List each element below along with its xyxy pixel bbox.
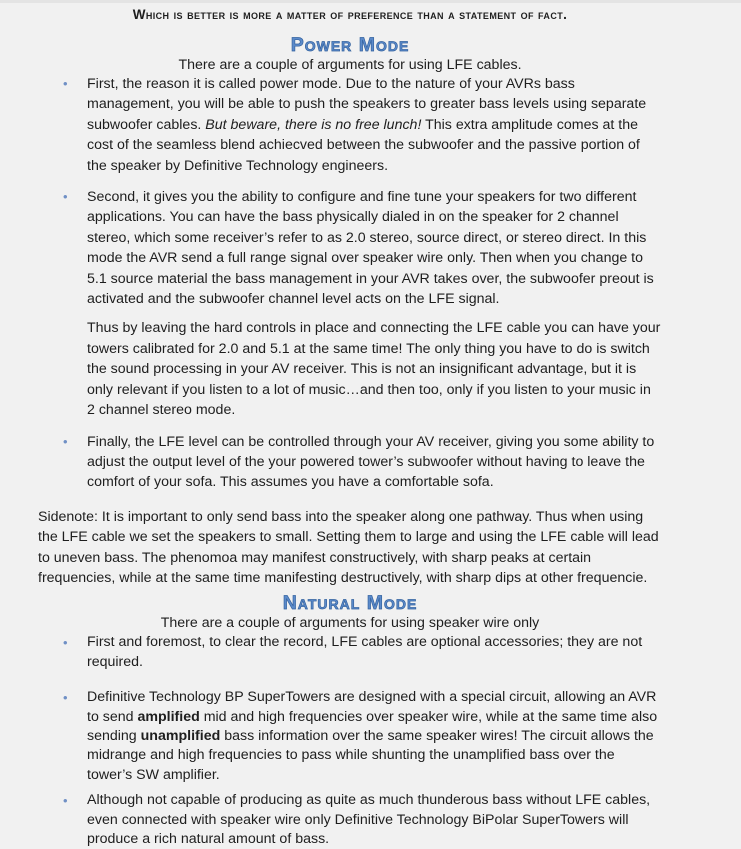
bullet-icon: • (63, 433, 68, 449)
list-item (38, 187, 662, 309)
text-segment: This extra amplitude comes at the cost of the seamless blend achiecved between the subwoofer and the passive portion of the speaker by Definitive Technology engineers. (87, 116, 640, 174)
text-segment: unamplified (140, 727, 221, 744)
list-item (38, 74, 662, 176)
sidenote-paragraph: Sidenote: It is important to only send bass into the speaker along one pathway. Thus when using the LFE cable we set the speakers to small. Setting them to large and using the LFE cable will lead to uneven bass. The phenomoa may manifest constructively, with sharp peaks at certain frequencies, while at the same time manifesting destructively, with sharp dips at other frequencie. (38, 508, 659, 586)
preference-statement: Which is better is more a matter of preference than a statement of fact. (132, 7, 568, 22)
natural-mode-section (38, 592, 662, 849)
list-item (38, 432, 662, 493)
list-item (38, 688, 662, 785)
bullet-icon: • (63, 635, 68, 651)
power-bullet-2: Second, it gives you the ability to configure and fine tune your speakers for two different applications. You can have the bass physically dialed in on the speaker for 2 channel stereo, which some receiver’s refer to as 2.0 stereo, source direct, or stereo direct. In this mode the AVR send a full range signal over speaker wire only. Then when you change to 5.1 source material the bass management in your AVR takes over, the subwoofer preout is activated and the subwoofer channel level acts on the LFE signal. (87, 189, 654, 308)
bullet-icon: • (63, 690, 68, 706)
power-bullet-3: Finally, the LFE level can be controlled through your AV receiver, giving you some ability to adjust the output level of the your powered tower’s subwoofer without having to leave the comfort of your sofa. This assumes you have a comfortable sofa. (87, 433, 655, 491)
list-item (38, 633, 662, 672)
natural-mode-intro: There are a couple of arguments for using speaker wire only (160, 615, 540, 632)
natural-mode-heading: Natural Mode (282, 592, 418, 615)
bullet-icon: • (63, 76, 68, 91)
text-segment: First, the reason it is called power mode. Due to the nature of your AVRs bass management, you will be able to push the speakers to greater bass levels using separate subwoofer cables. (87, 76, 647, 133)
text-segment: bass information over the same speaker wires! The circuit allows the midrange and high frequencies to pass while shunting the unamplified bass over the tower’s SW amplifier. (87, 727, 654, 783)
power-mode-intro: There are a couple of arguments for using LFE cables. (178, 57, 522, 73)
bullet-icon: • (63, 189, 68, 205)
power-bullet-2-continuation: Thus by leaving the hard controls in place and connecting the LFE cable you can have your towers calibrated for 2.0 and 5.1 at the same time! The only thing you have to do is switch the sound processing in your AV receiver. This is not an insignificant advantage, but it is only relevant if you listen to a lot of music…and then too, only if you listen to your music in 2 channel stereo mode. (87, 320, 661, 419)
natural-bullet-1: First and foremost, to clear the record, LFE cables are optional accessories; they are not required. (87, 634, 643, 670)
natural-bullet-2 (87, 688, 662, 785)
list-item (38, 791, 662, 849)
natural-bullet-3: Although not capable of producing as quite as much thunderous bass without LFE cables, even connected with speaker wire only Definitive Technology BiPolar SuperTowers will produce a rich natural amount of bass. (87, 792, 651, 847)
power-mode-heading: Power Mode (290, 34, 410, 56)
text-segment: But beware, there is no free lunch! (205, 116, 422, 133)
text-segment: mid and high frequencies over speaker wire, while at the same time also sending (87, 708, 658, 744)
bullet-icon: • (63, 793, 68, 809)
power-bullet-1 (87, 74, 662, 176)
text-segment: Definitive Technology BP SuperTowers are designed with a special circuit, allowing an AVR to send (87, 689, 657, 725)
text-segment: amplified (137, 708, 200, 725)
power-mode-section (38, 34, 662, 493)
document-page (0, 3, 741, 849)
